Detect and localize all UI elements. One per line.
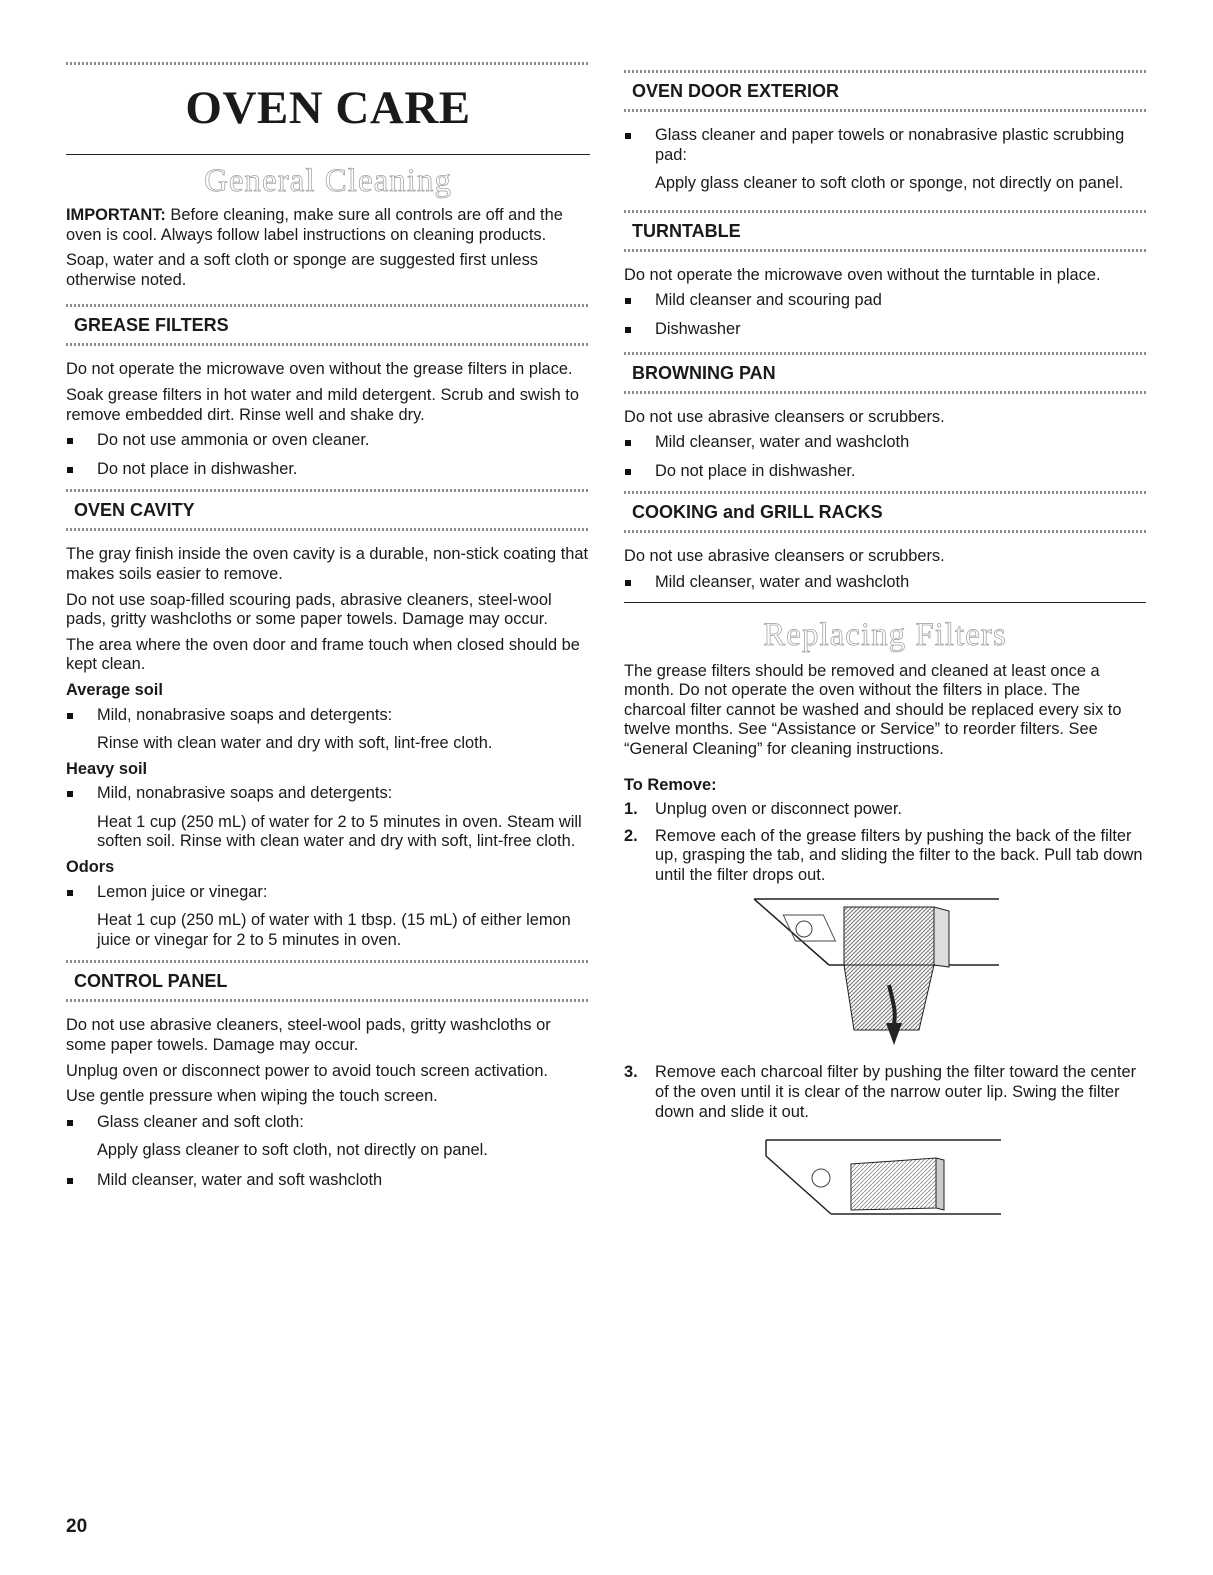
step-number: 3.	[624, 1063, 638, 1082]
divider	[66, 62, 590, 65]
bullet-list	[66, 706, 590, 726]
list-item: Mild cleanser, water and washcloth	[624, 433, 1146, 453]
step-item	[624, 1063, 1146, 1122]
list-item: Lemon juice or vinegar:	[66, 883, 590, 903]
paragraph: The grease filters should be removed and cleaned at least once a month. Do not operate the oven without the filters in place. The charcoal filter cannot be washed and should be replaced every six to twelve months. See “Assistance or Service” to reorder filters. See “General Cleaning” for cleaning instructions.	[624, 661, 1122, 758]
steps-list	[624, 1063, 1146, 1122]
section-title-general-cleaning: General Cleaning	[204, 163, 452, 199]
page-title: OVEN CARE	[185, 82, 471, 134]
list-item: Do not place in dishwasher.	[66, 460, 590, 480]
heading-cooking-grill-racks: COOKING and GRILL RACKS	[632, 502, 883, 523]
bullet-list	[624, 291, 1146, 339]
bullet-list	[624, 126, 1146, 165]
bullet-list	[624, 433, 1146, 481]
bullet-list	[66, 784, 590, 804]
list-item: Dishwasher	[624, 320, 1146, 340]
detail-text: Apply glass cleaner to soft cloth, not directly on panel.	[97, 1141, 488, 1160]
step-item	[624, 800, 1146, 820]
step-text: Unplug oven or disconnect power.	[655, 800, 902, 819]
step-number: 2.	[624, 826, 638, 845]
subheading-average-soil: Average soil	[66, 680, 163, 699]
paragraph: Soak grease filters in hot water and mild detergent. Scrub and swish to remove embedded dirt. Rinse well and shake dry.	[66, 385, 579, 424]
paragraph: The gray finish inside the oven cavity is a durable, non-stick coating that makes soils easier to remove.	[66, 545, 589, 583]
divider	[624, 70, 1146, 73]
divider	[624, 602, 1146, 603]
paragraph: Use gentle pressure when wiping the touch screen.	[66, 1087, 438, 1106]
divider	[624, 210, 1146, 213]
heading-turntable: TURNTABLE	[632, 220, 741, 241]
left-column	[66, 62, 590, 1200]
detail-text: Heat 1 cup (250 mL) of water with 1 tbsp. (15 mL) of either lemon juice or vinegar for 2 to 5 minutes in oven.	[97, 911, 571, 949]
important-paragraph	[66, 206, 590, 245]
subheading-odors: Odors	[66, 858, 115, 877]
divider	[624, 109, 1146, 112]
step-text: Remove each charcoal filter by pushing the filter toward the center of the oven until it is clear of the narrow outer lip. Swing the filter down and slide it out.	[655, 1063, 1137, 1121]
list-item: Mild, nonabrasive soaps and detergents:	[66, 706, 590, 726]
bullet-list	[66, 1113, 590, 1133]
divider	[66, 528, 590, 531]
heading-control-panel: CONTROL PANEL	[74, 971, 228, 992]
section-title-replacing-filters: Replacing Filters	[763, 616, 1007, 653]
grease-filter-illustration	[744, 895, 1004, 1055]
steps-list	[624, 800, 1146, 885]
divider	[66, 343, 590, 346]
divider	[66, 154, 590, 155]
list-item: Mild cleanser, water and soft washcloth	[66, 1171, 590, 1191]
paragraph: Do not use abrasive cleaners, steel-wool pads, gritty washcloths or some paper towels. Damage may occur.	[66, 1016, 551, 1055]
soap-paragraph: Soap, water and a soft cloth or sponge are suggested first unless otherwise noted.	[66, 251, 538, 289]
bullet-list	[66, 1171, 590, 1191]
detail-text: Apply glass cleaner to soft cloth or sponge, not directly on panel.	[655, 174, 1124, 193]
bullet-list	[624, 573, 1146, 593]
subheading-to-remove: To Remove:	[624, 775, 717, 794]
detail-text: Heat 1 cup (250 mL) of water for 2 to 5 minutes in oven. Steam will soften soil. Rinse with clean water and dry with soft, lint-free cloth.	[97, 812, 582, 851]
list-item: Glass cleaner and soft cloth:	[66, 1113, 590, 1133]
divider	[66, 304, 590, 307]
subheading-heavy-soil: Heavy soil	[66, 759, 148, 778]
divider	[624, 352, 1146, 355]
bullet-list	[66, 883, 590, 903]
list-item: Glass cleaner and paper towels or nonabrasive plastic scrubbing pad:	[624, 126, 1146, 165]
heading-grease-filters: GREASE FILTERS	[74, 315, 229, 336]
divider	[624, 391, 1146, 394]
detail-text: Rinse with clean water and dry with soft, lint-free cloth.	[97, 734, 493, 753]
list-item: Mild cleanser and scouring pad	[624, 291, 1146, 311]
list-item: Mild, nonabrasive soaps and detergents:	[66, 784, 590, 804]
paragraph: Do not use abrasive cleansers or scrubbers.	[624, 407, 945, 426]
charcoal-filter-illustration	[756, 1136, 1006, 1226]
page-number: 20	[66, 1516, 88, 1537]
paragraph: Do not use soap-filled scouring pads, abrasive cleaners, steel-wool pads, gritty washcloths or some paper towels. Damage may occur.	[66, 590, 552, 629]
step-number: 1.	[624, 800, 638, 819]
list-item: Mild cleanser, water and washcloth	[624, 573, 1146, 593]
paragraph: The area where the oven door and frame touch when closed should be kept clean.	[66, 635, 580, 674]
divider	[66, 960, 590, 963]
right-column	[624, 62, 1146, 1226]
paragraph: Do not operate the microwave oven without the turntable in place.	[624, 265, 1101, 284]
paragraph: Do not use abrasive cleansers or scrubbers.	[624, 547, 945, 566]
bullet-list	[66, 431, 590, 479]
heading-oven-cavity: OVEN CAVITY	[74, 500, 195, 521]
divider	[624, 491, 1146, 494]
divider	[66, 489, 590, 492]
step-text: Remove each of the grease filters by pushing the back of the filter up, grasping the tab, and sliding the filter to the back. Pull tab down until the filter drops out.	[655, 826, 1143, 884]
important-text: Before cleaning, make sure all controls are off and the oven is cool. Always follow label instructions on cleaning products.	[66, 206, 563, 244]
paragraph: Do not operate the microwave oven without the grease filters in place.	[66, 360, 573, 379]
divider	[624, 249, 1146, 252]
heading-oven-door-exterior: OVEN DOOR EXTERIOR	[632, 81, 840, 101]
heading-browning-pan: BROWNING PAN	[632, 362, 776, 383]
list-item: Do not use ammonia or oven cleaner.	[66, 431, 590, 451]
divider	[66, 999, 590, 1002]
list-item: Do not place in dishwasher.	[624, 462, 1146, 482]
step-item	[624, 827, 1146, 886]
divider	[624, 530, 1146, 533]
paragraph: Unplug oven or disconnect power to avoid touch screen activation.	[66, 1061, 548, 1080]
important-label: IMPORTANT:	[66, 206, 166, 224]
